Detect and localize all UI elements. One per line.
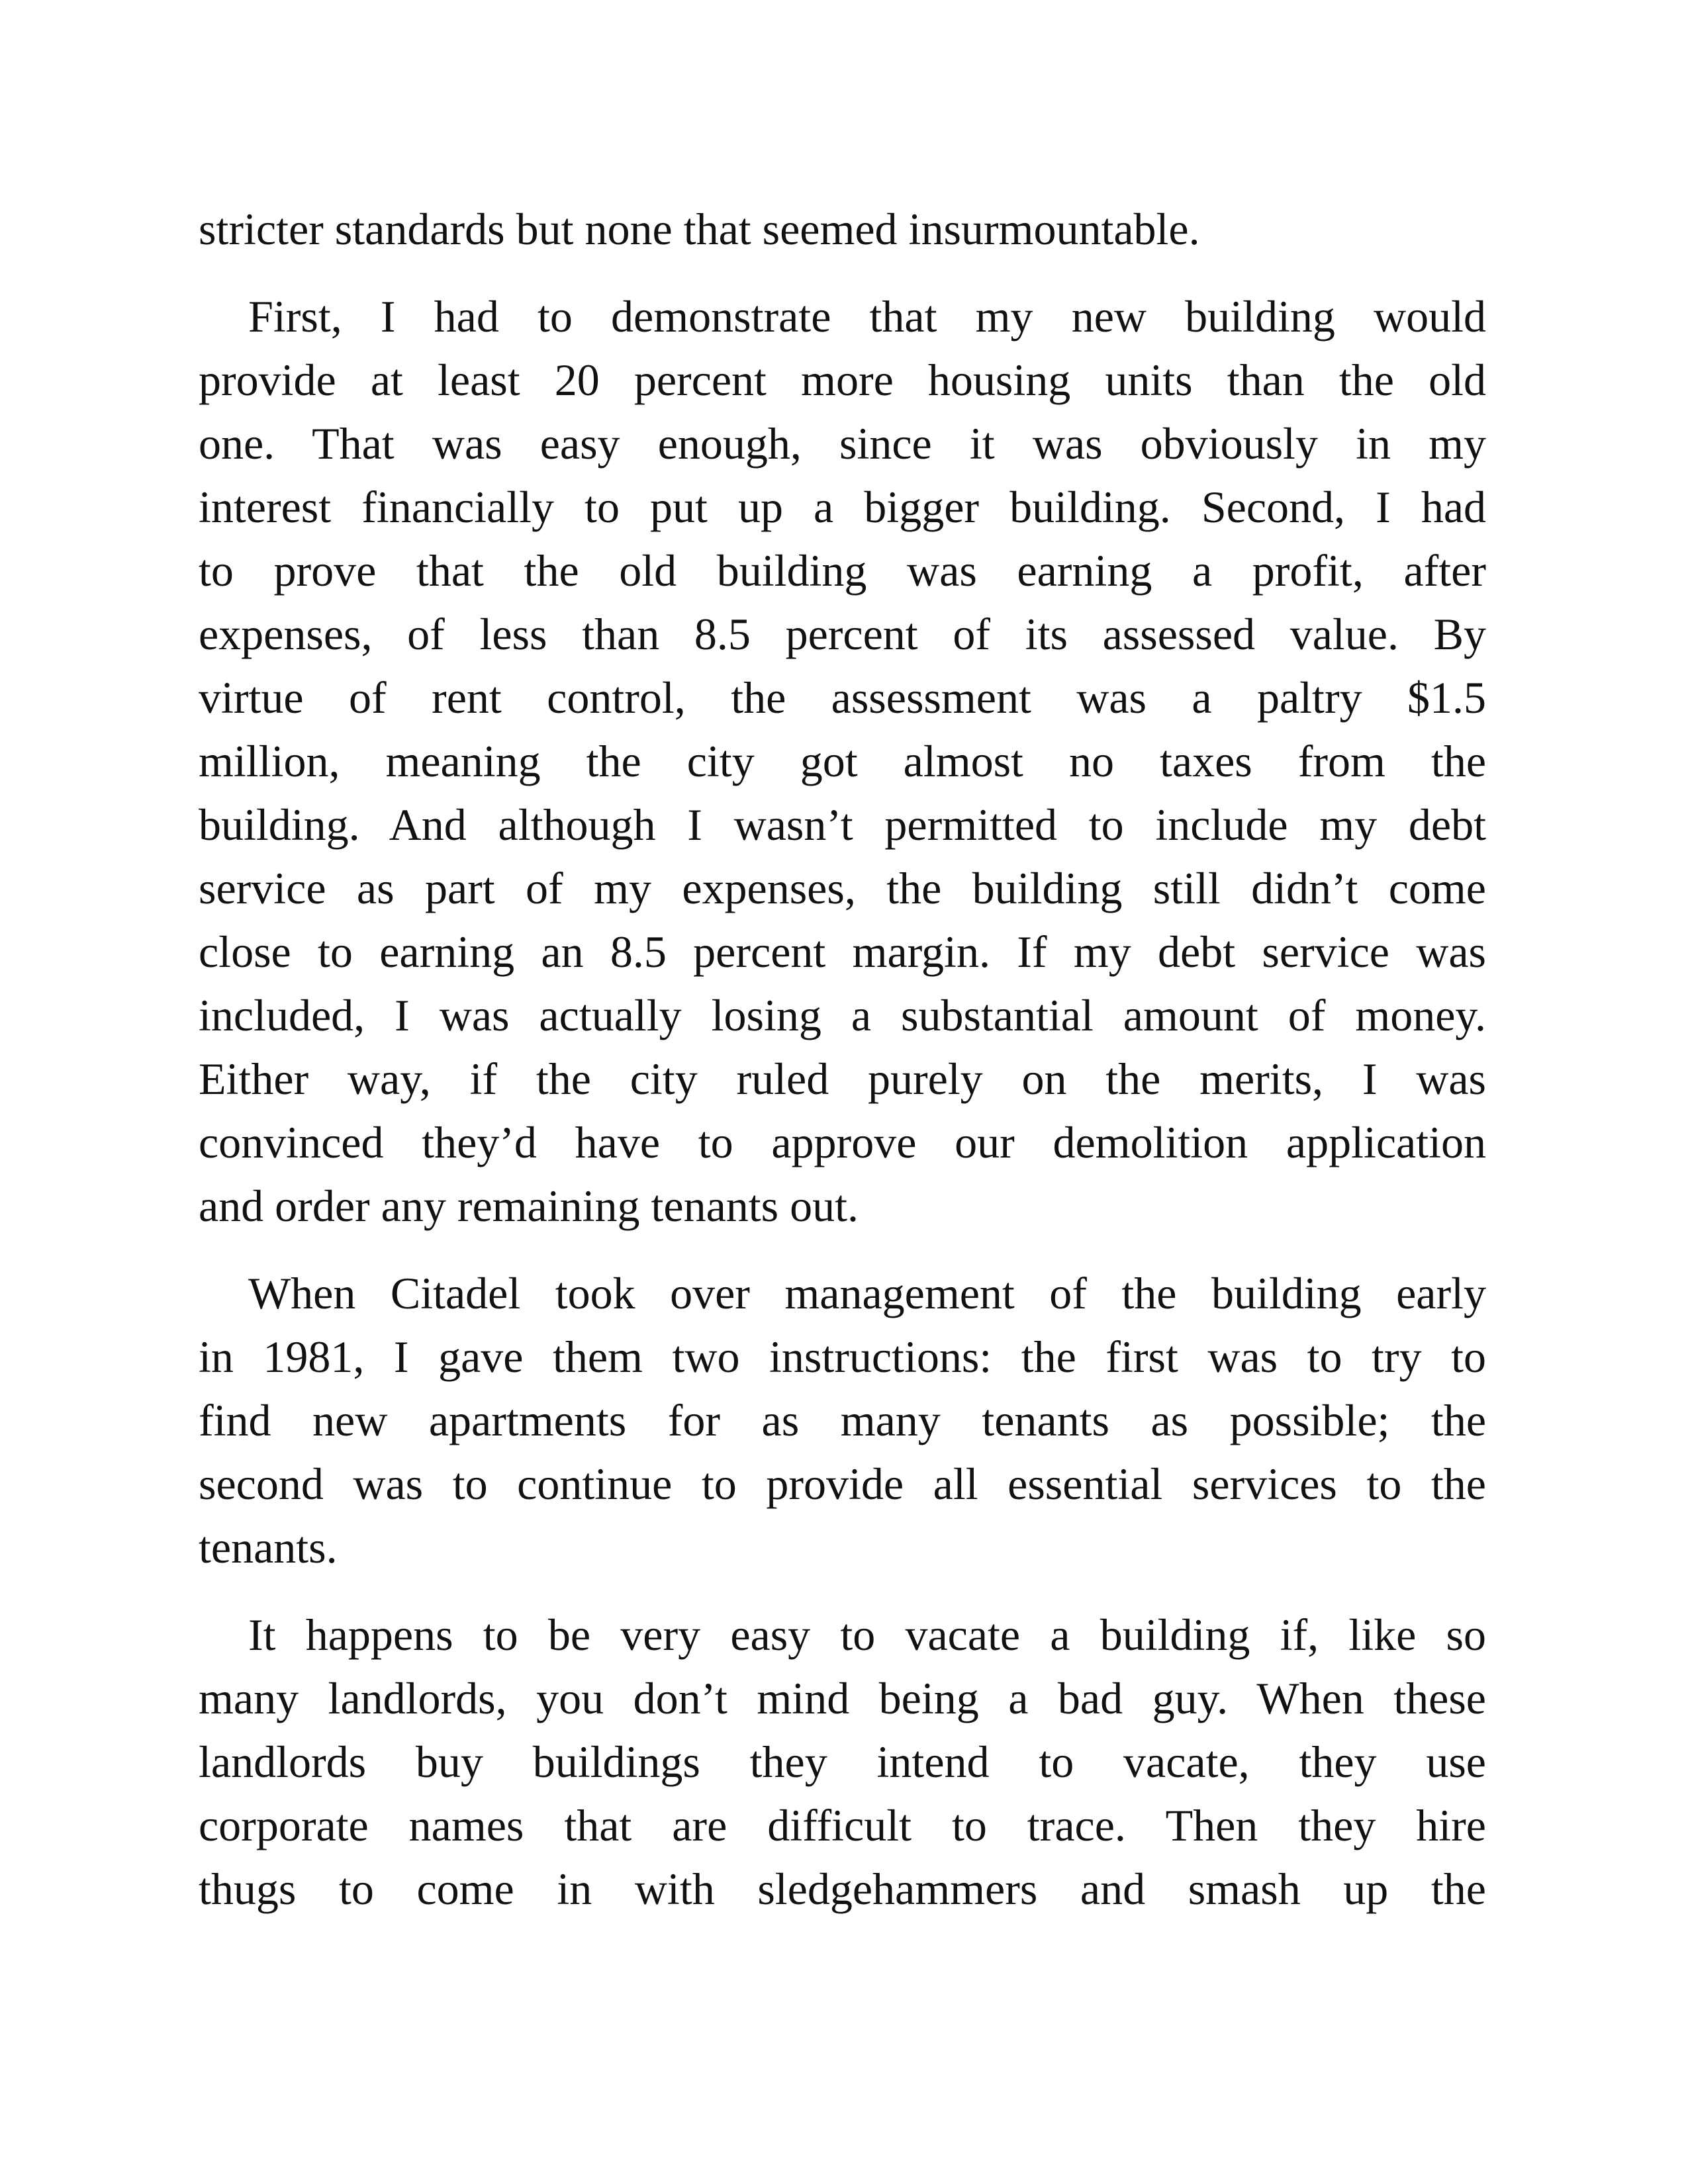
paragraph-line: stricter standards but none that seemed insurmountable. bbox=[199, 204, 1200, 254]
paragraph-3 bbox=[199, 1261, 1486, 1579]
paragraph-line: landlords buy buildings they intend to vacate, they use bbox=[199, 1737, 1486, 1787]
paragraph-line: service as part of my expenses, the building still didn’t come bbox=[199, 863, 1486, 913]
paragraph-line: Either way, if the city ruled purely on the merits, I was bbox=[199, 1054, 1486, 1104]
paragraph-line: It happens to be very easy to vacate a building if, like so bbox=[248, 1610, 1486, 1660]
paragraph-line: million, meaning the city got almost no taxes from the bbox=[199, 736, 1486, 786]
body-text bbox=[199, 197, 1486, 1921]
paragraph-line: find new apartments for as many tenants as possible; the bbox=[199, 1395, 1486, 1445]
paragraph-line: building. And although I wasn’t permitted to include my debt bbox=[199, 799, 1486, 850]
paragraph-line: included, I was actually losing a substantial amount of money. bbox=[199, 990, 1486, 1040]
paragraph-line: thugs to come in with sledgehammers and smash up the bbox=[199, 1864, 1486, 1914]
paragraph-line: virtue of rent control, the assessment was a paltry $1.5 bbox=[199, 672, 1486, 723]
paragraph-line: When Citadel took over management of the building early bbox=[248, 1268, 1486, 1318]
paragraph-4 bbox=[199, 1603, 1486, 1921]
paragraph-line: provide at least 20 percent more housing units than the old bbox=[199, 355, 1486, 405]
paragraph-line: many landlords, you don’t mind being a bad guy. When these bbox=[199, 1673, 1486, 1723]
paragraph-line: and order any remaining tenants out. bbox=[199, 1181, 859, 1231]
paragraph-line: to prove that the old building was earning a profit, after bbox=[199, 545, 1486, 596]
paragraph-line: in 1981, I gave them two instructions: the first was to try to bbox=[199, 1332, 1486, 1382]
paragraph-line: interest financially to put up a bigger building. Second, I had bbox=[199, 482, 1486, 532]
paragraph-line: tenants. bbox=[199, 1522, 338, 1572]
paragraph-2 bbox=[199, 285, 1486, 1238]
paragraph-line: close to earning an 8.5 percent margin. If my debt service was bbox=[199, 927, 1486, 977]
paragraph-line: convinced they’d have to approve our demolition application bbox=[199, 1117, 1486, 1167]
paragraph-line: corporate names that are difficult to trace. Then they hire bbox=[199, 1800, 1486, 1850]
paragraph-line: expenses, of less than 8.5 percent of its assessed value. By bbox=[199, 609, 1486, 659]
paragraph-line: First, I had to demonstrate that my new building would bbox=[248, 291, 1486, 341]
paragraph-line: second was to continue to provide all essential services to the bbox=[199, 1459, 1486, 1509]
paragraph-line: one. That was easy enough, since it was obviously in my bbox=[199, 418, 1486, 469]
paragraph-1 bbox=[199, 197, 1486, 261]
